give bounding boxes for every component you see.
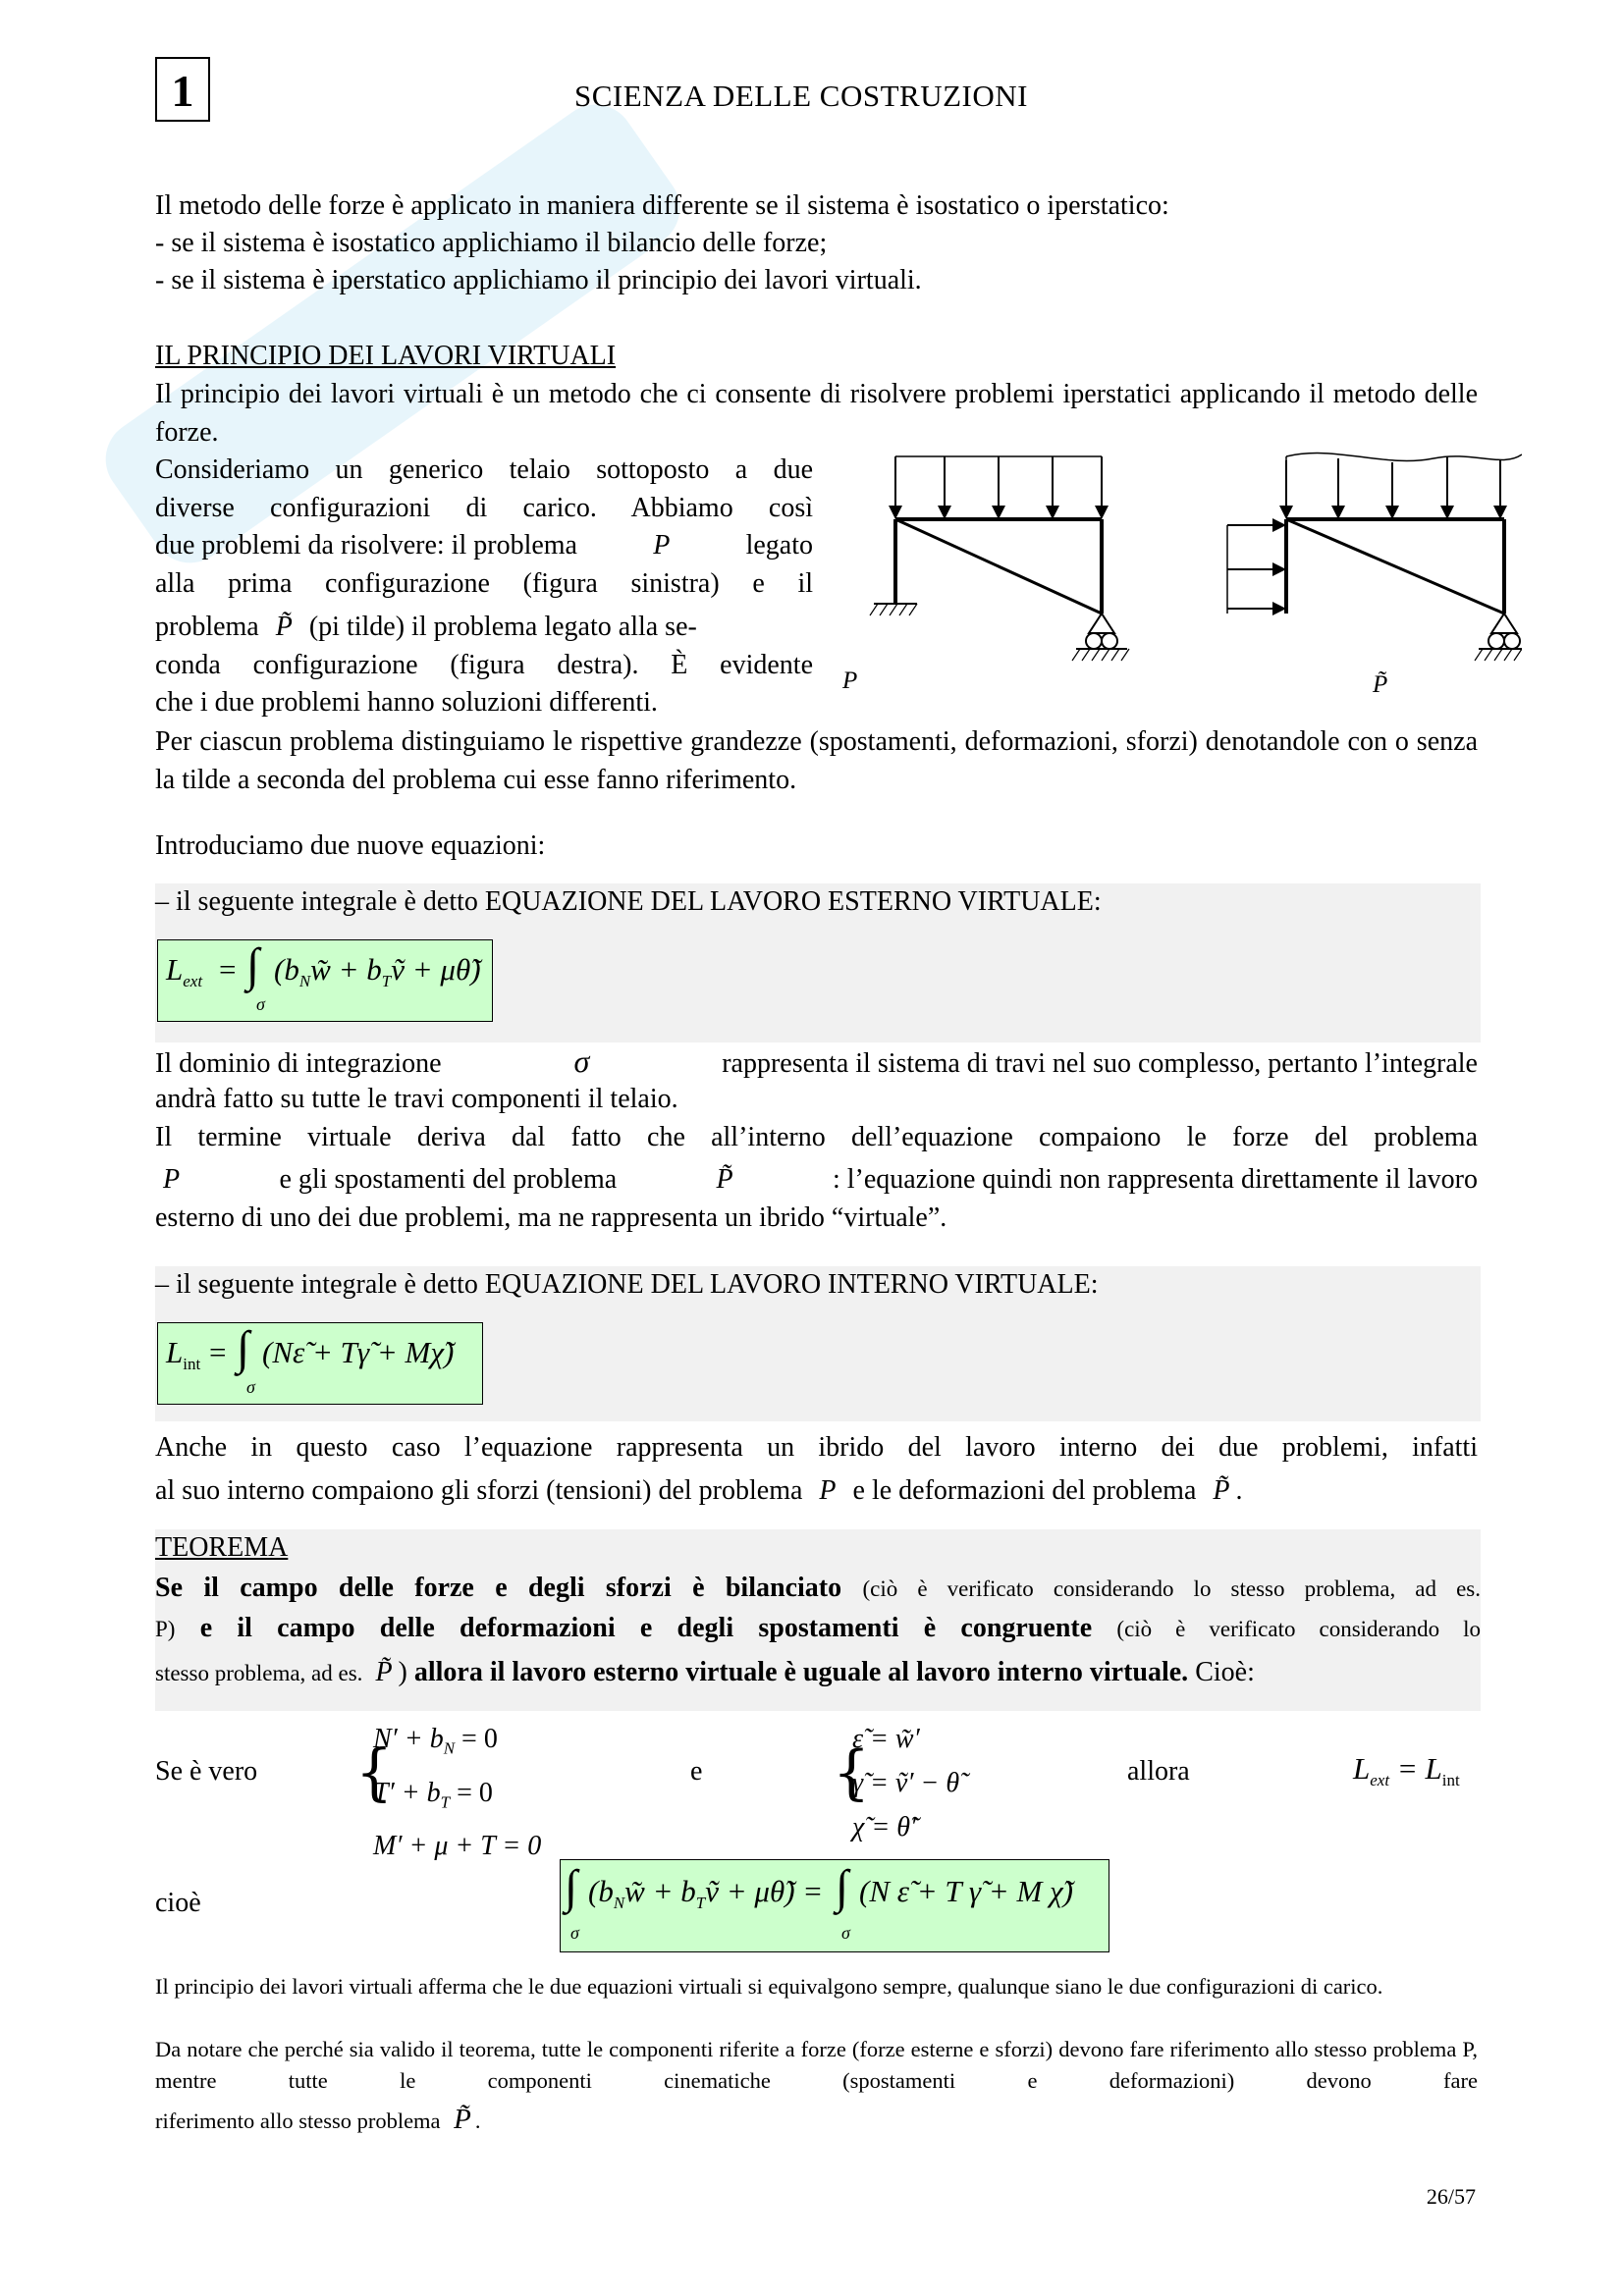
plv-side-text (155, 452, 813, 722)
allora-label: allora (1127, 1756, 1190, 1787)
final-left-integrand: ($b_Nw̃$ + $b_Tṽ$ + μθ̃) = (588, 1874, 824, 1913)
side-line-5 (155, 609, 813, 647)
frame-right (1227, 454, 1522, 661)
theorem-note-5: Cioè: (1195, 1657, 1255, 1687)
frame-figures (835, 447, 1522, 707)
se-vero-label: Se è vero (155, 1756, 258, 1787)
theorem-bold-2: e il campo delle deformazioni e degli spostamenti è congruente (199, 1613, 1093, 1643)
eq-ext-lhs: $L_{ext}$ (166, 952, 203, 991)
theorem-text: Se il campo delle forze e degli sforzi è bilanciato (ciò è verificato considerando lo stesso problema, ad es. P) e il campo delle deformazioni e degli spostamenti è congruente (ciò è verificato considerando lo stesso problema, ad es. P̃ ) allora il lavoro esterno virtuale è uguale al lavoro interno virtuale. Cioè: (155, 1573, 1482, 1687)
page-header-title: SCIENZA DELLE COSTRUZIONI (574, 79, 1028, 113)
closing-paragraph-2: Da notare che perché sia valido il teorema, tutte le componenti riferite a forze (forze esterne e sforzi) devono fare riferimento allo stesso problema P, mentre tutte le componenti cinematiche (spostamenti e deformazioni) devono fare (155, 2037, 1478, 2093)
figure-label-left: P (842, 667, 858, 694)
side-line-6: conda configurazione (figura destra). È evidente (155, 649, 813, 680)
and-label: e (690, 1756, 703, 1787)
intro-line-2: - se il sistema è isostatico applichiamo il bilancio delle forze; (155, 228, 828, 258)
theorem-note-1: (ciò è verificato considerando lo stesso problema, ad es. (862, 1576, 1482, 1601)
external-text-line-3: Il termine virtuale deriva dal fatto che all’interno dell’equazione compaiono le forze del problema (155, 1122, 1478, 1152)
page-number: 26/57 (1426, 2184, 1476, 2209)
eq-int-integrand: (Nε̃ + Tγ̃ + Mχ̃) (262, 1335, 455, 1369)
final-equation (560, 1859, 1109, 1952)
internal-text-line-1: Anche in questo caso l’equazione rappresenta un ibrido del lavoro interno dei due problemi, infatti (155, 1432, 1478, 1463)
external-text-line-2: andrà fatto su tutte le travi componenti il telaio. (155, 1084, 678, 1114)
integral-sign: ∫ (836, 1861, 849, 1913)
internal-text-line-2: al suo interno compaiono gli sforzi (tensioni) del problema P e le deformazioni del problema P̃ . (155, 1475, 1243, 1506)
equilibrium-system: $N' + b_N = 0$ $T' + b_T = 0$ M′ + μ + T = 0 (373, 1724, 542, 1862)
side-line-5b: (pi tilde) il problema legato alla se- (308, 612, 697, 642)
theorem-p-tilde: P̃ (375, 1657, 393, 1687)
eq-ext-equals: = (219, 952, 237, 987)
result-equation: $L_{ext} = L_{int}$ (1353, 1751, 1460, 1790)
theorem-bold-3: allora il lavoro esterno virtuale è uguale al lavoro interno virtuale. (413, 1657, 1189, 1687)
external-text-line-5: esterno di uno dei due problemi, ma ne rappresenta un ibrido “virtuale”. (155, 1202, 947, 1233)
integral-sign: ∫ (246, 939, 260, 991)
theorem-note-4: stesso problema, ad es. (155, 1661, 363, 1685)
final-domain-right: σ (841, 1923, 850, 1943)
compatibility-system: ε̃ = w̃′ γ̃ = ṽ′ − θ̃ χ̃ = θ̃′ (852, 1724, 960, 1842)
side-line-4: alla prima configurazione (figura sinistra) e il (155, 567, 813, 599)
symbol-p: P (653, 530, 671, 561)
side-line-1: Consideriamo un generico telaio sottoposto a due (155, 454, 813, 485)
side-line-3a: due problemi da risolvere: il problema (155, 530, 577, 561)
theorem-heading: TEOREMA (155, 1532, 289, 1563)
figure-label-right: P̃ (1373, 671, 1388, 698)
intro-equations: Introduciamo due nuove equazioni: (155, 830, 546, 861)
frame-left (870, 456, 1129, 661)
side-line-5a: problema (155, 612, 259, 642)
plv-paragraph-2: Per ciascun problema distinguiamo le rispettive grandezze (spostamenti, deformazioni, sforzi) denotandole con o senza la tilde a seconda del problema cui esse fanno riferimento. (155, 726, 1478, 795)
eq-int-domain: σ (246, 1377, 255, 1397)
chapter-number: 1 (155, 57, 210, 122)
internal-work-label: – il seguente integrale è detto EQUAZIONE DEL LAVORO INTERNO VIRTUALE: (155, 1269, 1099, 1300)
symbol-p-tilde: P̃ (275, 612, 293, 642)
closing-paragraph-1: Il principio dei lavori virtuali afferma che le due equazioni virtuali si equivalgono sempre, qualunque siano le due configurazioni di carico. (155, 1974, 1383, 1999)
integral-sign: ∫ (565, 1861, 578, 1913)
side-line-7: che i due problemi hanno soluzioni differenti. (155, 687, 658, 718)
side-line-3 (155, 527, 813, 565)
side-line-2: diverse configurazioni di carico. Abbiamo così (155, 492, 813, 523)
theorem-note-3: (ciò è verificato considerando lo (1116, 1617, 1481, 1641)
integral-sign: ∫ (237, 1322, 250, 1374)
final-right-integrand: (N ε̃ + T γ̃ + M χ̃) (859, 1874, 1073, 1908)
external-work-label: – il seguente integrale è detto EQUAZIONE DEL LAVORO ESTERNO VIRTUALE: (155, 886, 1102, 917)
plv-paragraph-1: Il principio dei lavori virtuali è un metodo che ci consente di risolvere problemi iperstatici applicando il metodo delle forze. (155, 379, 1478, 448)
theorem-note-2: P) (155, 1617, 176, 1641)
eq-int-equals: = (209, 1335, 227, 1369)
final-domain-left: σ (570, 1923, 579, 1943)
intro-line-1: Il metodo delle forze è applicato in maniera differente se il sistema è isostatico o iperstatico: (155, 190, 1169, 221)
external-text-line-4: P e gli spostamenti del problema P̃ : l’equazione quindi non rappresenta direttamente il lavoro (163, 1164, 1478, 1195)
theorem-bold-1: Se il campo delle forze e degli sforzi è bilanciato (155, 1573, 842, 1603)
system-brace-1: { (355, 1736, 394, 1809)
eq-ext-integrand: ($b_Nw̃$ + $b_Tṽ$ + μθ̃) (274, 952, 481, 991)
section-heading-plv: IL PRINCIPIO DEI LAVORI VIRTUALI (155, 341, 617, 371)
side-line-3b: legato (745, 530, 813, 561)
external-text-line-1: Il dominio di integrazione σ rappresenta il sistema di travi nel suo complesso, pertanto l’integrale (155, 1043, 1478, 1079)
intro-line-3: - se il sistema è iperstatico applichiamo il principio dei lavori virtuali. (155, 265, 922, 295)
internal-work-equation (157, 1322, 483, 1405)
eq-int-lhs: $L_{int}$ (166, 1335, 201, 1374)
external-work-equation (157, 939, 493, 1022)
cioe-label: cioè (155, 1888, 201, 1918)
system-brace-2: { (833, 1738, 871, 1807)
eq-ext-domain: σ (256, 994, 265, 1014)
closing-paragraph-3: riferimento allo stesso problema P̃ . (155, 2104, 481, 2135)
